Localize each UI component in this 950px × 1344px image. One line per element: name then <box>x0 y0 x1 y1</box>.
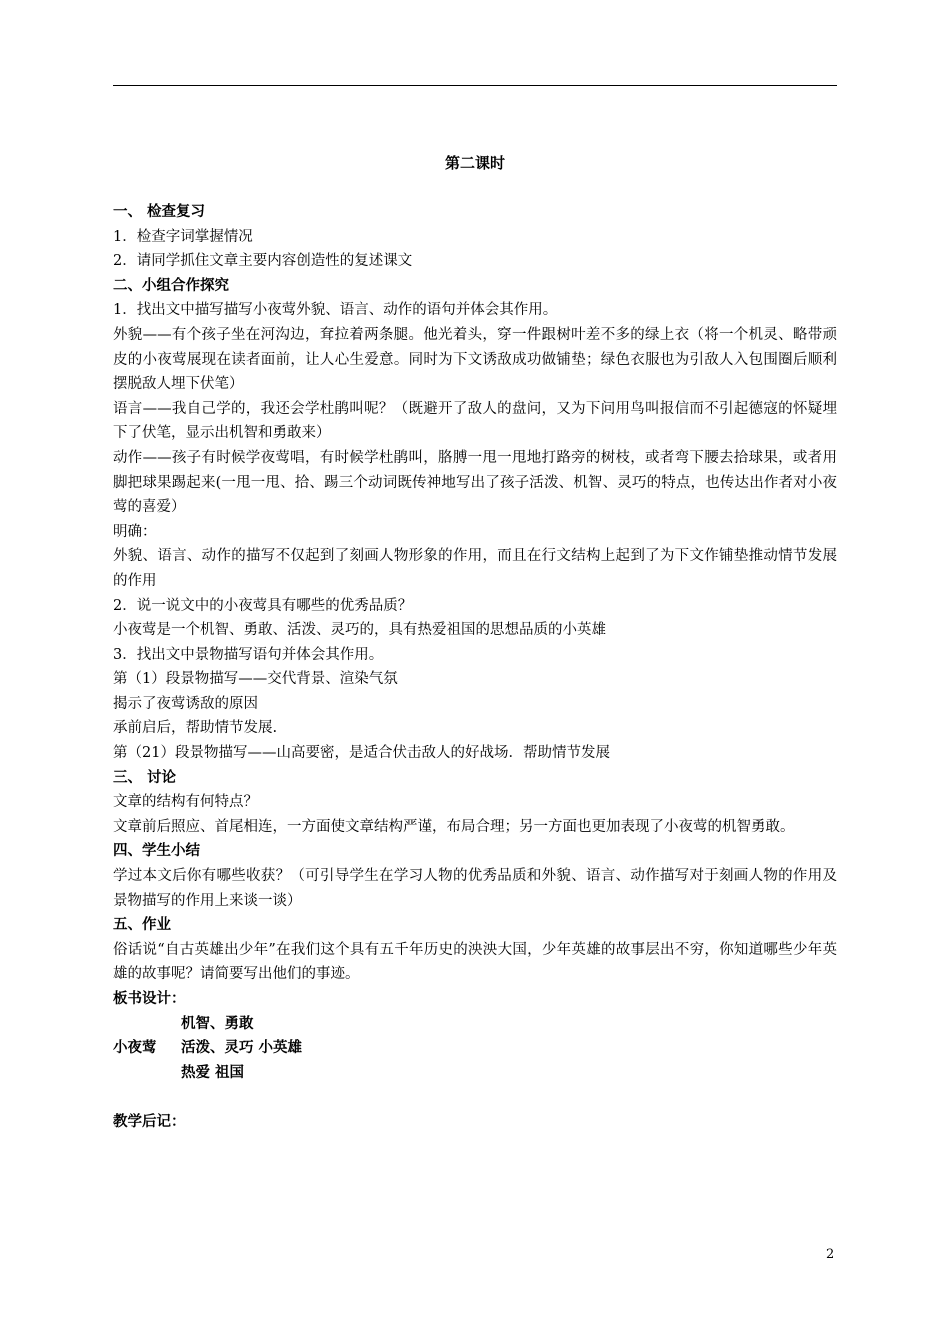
body-paragraph: 明确： <box>113 523 157 540</box>
section-heading: 五、作业 <box>113 917 171 934</box>
body-paragraph: 俗话说“自古英雄出少年”在我们这个具有五千年历史的泱泱大国，少年英雄的故事层出不穷，你知道哪些少年英雄的故事呢？请简要写出他们的事迹。 <box>113 941 837 983</box>
page-number: 2 <box>826 1247 835 1262</box>
body-paragraph: 承前启后，帮助情节发展. <box>113 720 278 737</box>
page-title: 第二课时 <box>444 154 505 172</box>
body-paragraph: 1．检查字词掌握情况 <box>113 228 253 245</box>
body-paragraph: 动作——孩子有时候学夜莺唱，有时候学杜鹃叫，胳膊一甩一甩地打路旁的树枝，或者弯下腰去拾球果，或者用脚把球果踢起来(一甩一甩、拾、踢三个动词既传神地写出了孩子活泼、机智、灵巧的特点，也传达出作者对小夜莺的喜爱） <box>113 449 837 516</box>
board-row-2: 活泼、灵巧 小英雄 <box>181 1040 303 1057</box>
section-heading: 一、 检查复习 <box>113 204 206 220</box>
body-paragraph: 学过本文后你有哪些收获？（可引导学生在学习人物的优秀品质和外貌、语言、动作描写对于刻画人物的作用及景物描写的作用上来谈一谈） <box>113 868 837 909</box>
board-row-1: 机智、勇敢 <box>181 1015 254 1032</box>
body-paragraph: 2．请同学抓住文章主要内容创造性的复述课文 <box>113 253 413 270</box>
afterword-heading: 教学后记： <box>113 1113 186 1130</box>
body-paragraph: 揭示了夜莺诱敌的原因 <box>113 695 258 712</box>
body-paragraph: 1．找出文中描写描写小夜莺外貌、语言、动作的语句并体会其作用。 <box>113 302 558 319</box>
section-heading: 三、 讨论 <box>113 769 177 786</box>
body-paragraph: 第（1）段景物描写——交代背景、渲染气氛 <box>113 671 398 688</box>
board-label: 小夜莺 <box>113 1040 157 1057</box>
header-rule <box>113 85 837 86</box>
body-paragraph: 3．找出文中景物描写语句并体会其作用。 <box>113 646 384 663</box>
body-paragraph: 外貌——有个孩子坐在河沟边，耷拉着两条腿。他光着头，穿一件跟树叶差不多的绿上衣（将一个机灵、略带顽皮的小夜莺展现在读者面前，让人心生爱意。同时为下文诱敌成功做铺垫；绿色衣服也为引敌人入包围圈后顺利摆脱敌人埋下伏笔） <box>113 326 837 393</box>
board-design <box>113 1012 837 1086</box>
section-heading: 四、学生小结 <box>113 843 200 860</box>
body-paragraph: 文章的结构有何特点？ <box>113 794 258 811</box>
body-paragraph: 小夜莺是一个机智、勇敢、活泼、灵巧的，具有热爱祖国的思想品质的小英雄 <box>113 622 606 639</box>
board-row-3: 热爱 祖国 <box>181 1064 245 1081</box>
body-paragraph: 2．说一说文中的小夜莺具有哪些的优秀品质？ <box>113 597 413 614</box>
document-body <box>113 200 837 1135</box>
body-lines <box>113 200 837 1012</box>
section-heading: 板书设计： <box>113 991 186 1007</box>
body-paragraph: 第（21）段景物描写——山高要密，是适合伏击敌人的好战场．帮助情节发展 <box>113 745 610 762</box>
body-paragraph: 文章前后照应、首尾相连，一方面使文章结构严谨，布局合理；另一方面也更加表现了小夜莺的机智勇敢。 <box>113 818 795 835</box>
body-paragraph: 外貌、语言、动作的描写不仅起到了刻画人物形象的作用，而且在行文结构上起到了为下文作铺垫推动情节发展的作用 <box>113 548 837 589</box>
body-paragraph: 语言——我自己学的，我还会学杜鹃叫呢？（既避开了敌人的盘问，又为下问用鸟叫报信而不引起德寇的怀疑埋下了伏笔，显示出机智和勇敢来） <box>113 400 837 442</box>
section-heading: 二、小组合作探究 <box>113 277 229 294</box>
